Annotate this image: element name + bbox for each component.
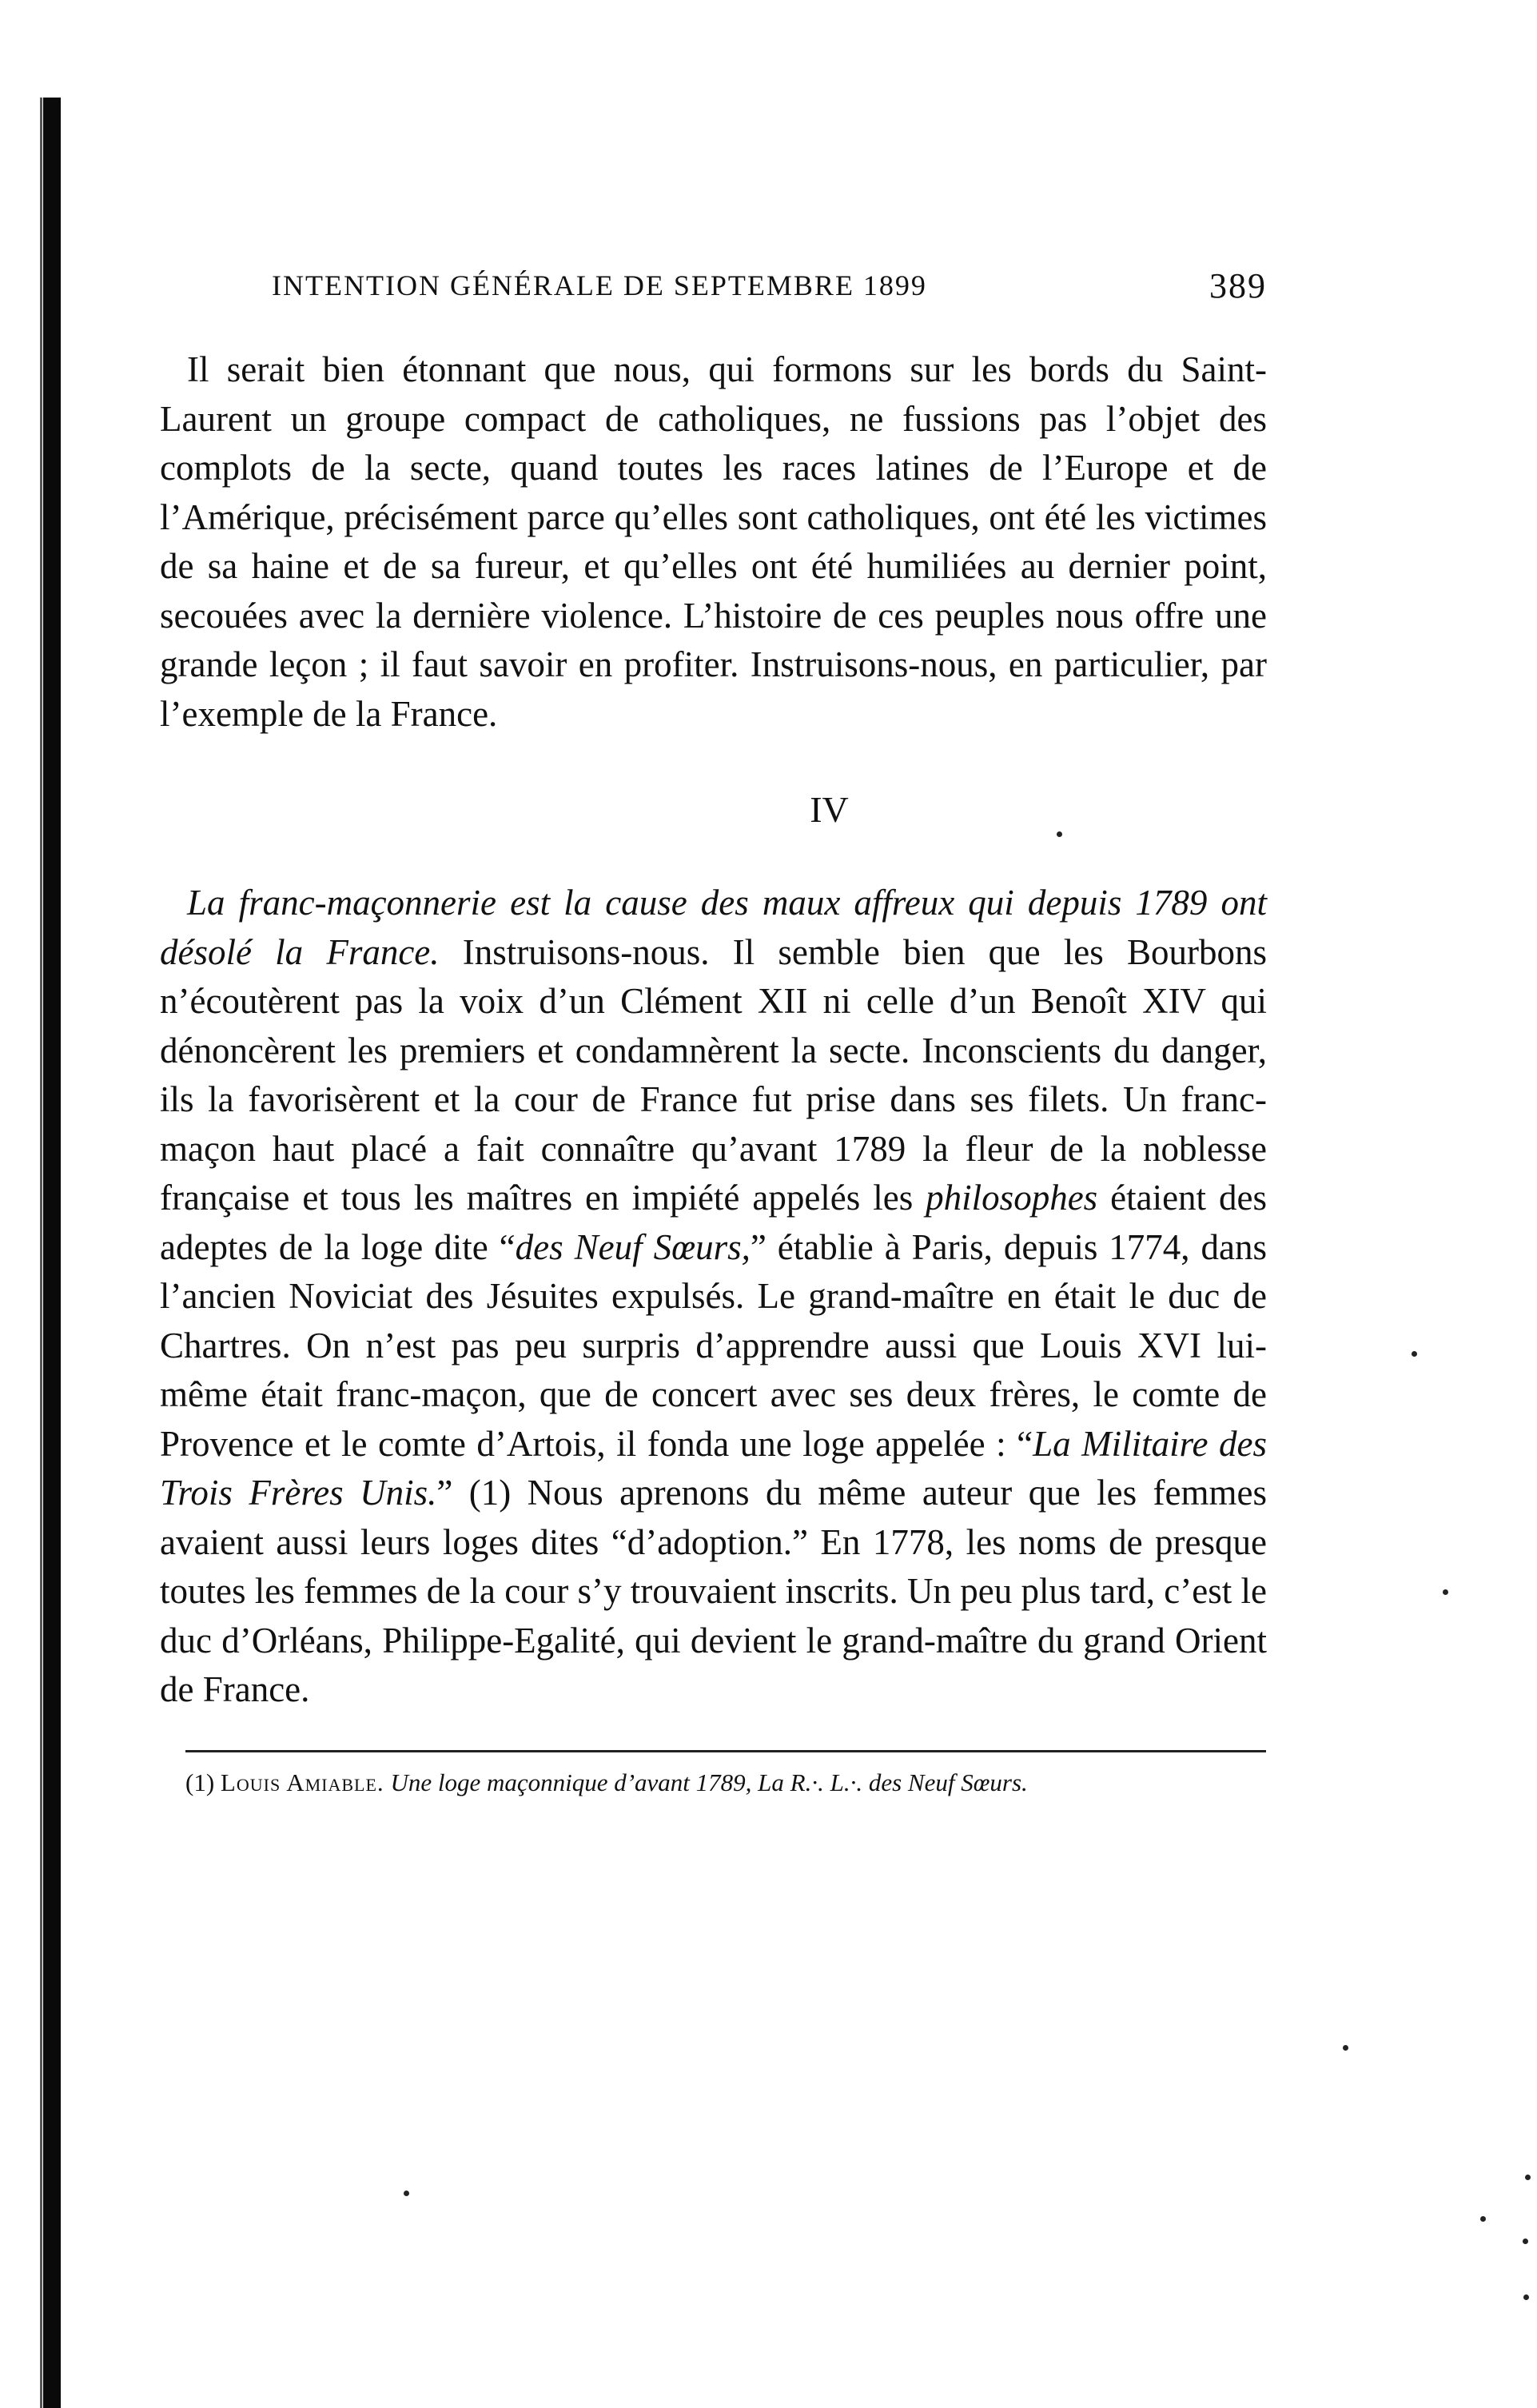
italic-militaire: La Militaire des Trois Frères Unis. (160, 1423, 1267, 1513)
paragraph-2 (160, 879, 1267, 1715)
italic-lead: La franc-maçonnerie est la cause des maux affreux qui depuis 1789 ont désolé la France. (160, 883, 1267, 972)
scan-speck (1412, 1351, 1417, 1357)
footnote (185, 1765, 1267, 1800)
running-head (160, 264, 1267, 312)
paragraph-2-text-2: étaient des adeptes de la loge dite “ (160, 1178, 1267, 1267)
running-title: INTENTION GÉNÉRALE DE SEPTEMBRE 1899 (272, 269, 927, 301)
binding-edge-line (40, 98, 42, 2408)
scan-speck (1443, 1589, 1448, 1595)
scan-speck (1523, 2294, 1529, 2300)
footnote-rule (185, 1750, 1266, 1752)
footnote-marker: (1) (185, 1768, 221, 1796)
binding-edge-shadow (43, 98, 61, 2408)
scan-speck (1343, 2045, 1348, 2051)
page-number: 389 (1209, 266, 1267, 305)
scan-speck (1523, 2239, 1528, 2244)
scan-speck (1480, 2216, 1486, 2222)
footnote-title: Une loge maçonnique d’avant 1789, La R.·. L.·. des Neuf Sœurs. (384, 1768, 1028, 1796)
scan-speck (1525, 2175, 1531, 2180)
paragraph-2-text-3: ” établie à Paris, depuis 1774, dans l’ancien Noviciat des Jésuites expulsés. Le grand-maître en était le duc de Chartres. On n’est pas peu surpris d’apprendre aussi que Louis XVI lui-même était franc-maçon, que de concert avec ses deux frères, le comte de Provence et le comte d’Artois, il fonda une loge appelée : “ (160, 1226, 1268, 1464)
paragraph-2-text-4: ” (1) Nous aprenons du même auteur que les femmes avaient aussi leurs loges dites “d’adoption.” En 1778, les noms de presque toutes les femmes de la cour s’y trouvaient inscrits. Un peu plus tard, c’est le duc d’Orléans, Philippe-Egalité, qui devient le grand-maître du grand Orient de France. (160, 1473, 1267, 1709)
scan-speck (404, 2191, 409, 2196)
paragraph-2-text-1: Instruisons-nous. Il semble bien que les Bourbons n’écoutèrent pas la voix d’un Clément XII ni celle d’un Benoît XIV qui dénoncèrent les premiers et condamnèrent la secte. Inconscients du danger, ils la favorisèrent et la cour de France fut prise dans ses filets. Un franc-maçon haut placé a fait connaître qu’avant 1789 la fleur de la noblesse française et tous les maîtres en impiété appelés les (160, 931, 1267, 1218)
book-page (160, 264, 1267, 1800)
scan-speck (1057, 831, 1062, 837)
footnote-author: Louis Amiable. (220, 1768, 384, 1796)
section-number: IV (810, 789, 849, 830)
paragraph-1: Il serait bien étonnant que nous, qui formons sur les bords du Saint-Laurent un groupe compact de catholiques, ne fussions pas l’objet des complots de la secte, quand toutes les races latines de l’Europe et de l’Amérique, précisément parce qu’elles sont catholiques, ont été les victimes de sa haine et de sa fureur, et qu’elles ont été humiliées au dernier point, secouées avec la dernière violence. L’histoire de ces peuples nous offre une grande leçon ; il faut savoir en profiter. Instruisons-nous, en particulier, par l’exemple de la France. (160, 349, 1267, 734)
italic-philosophes: philosophes (926, 1178, 1098, 1218)
italic-lodge-name: des Neuf Sœurs, (515, 1226, 751, 1267)
